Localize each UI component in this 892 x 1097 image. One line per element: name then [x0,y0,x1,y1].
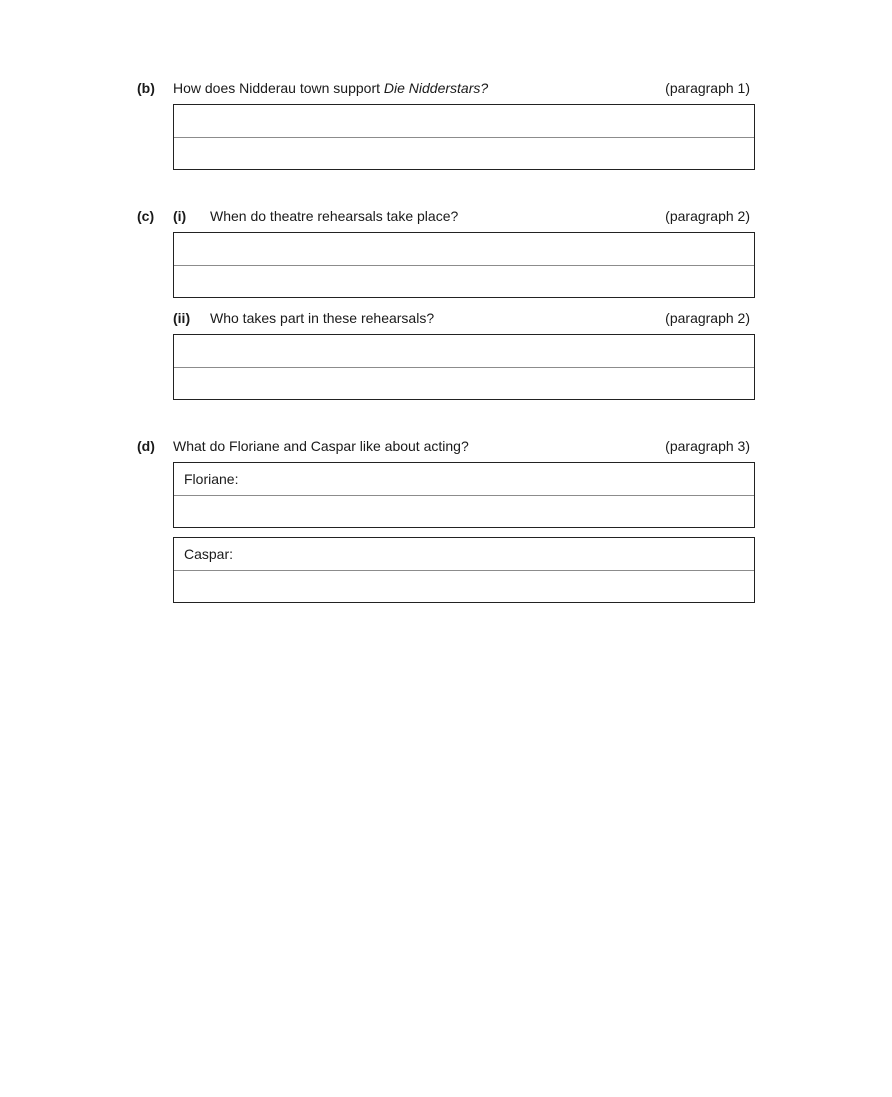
question-b-letter: (b) [137,80,155,96]
question-d-text: What do Floriane and Caspar like about acting? [173,438,469,454]
question-c-i [0,206,892,226]
question-b [0,78,892,98]
question-c-ii [0,308,892,328]
floriane-label: Floriane: [184,471,239,487]
question-c-ii-roman: (ii) [173,310,191,326]
answer-line[interactable] [174,138,754,169]
answer-line[interactable] [174,571,754,602]
answer-line[interactable] [174,463,754,496]
question-b-text [173,78,488,98]
question-b-text-plain: How does Nidderau town support [173,80,384,96]
question-b-reference: (paragraph 1) [665,80,750,96]
answer-line[interactable] [174,233,754,266]
question-c-ii-reference: (paragraph 2) [665,310,750,326]
answer-box-c-i[interactable] [173,232,755,298]
answer-box-c-ii[interactable] [173,334,755,400]
answer-line[interactable] [174,266,754,297]
question-d [0,436,892,456]
caspar-label: Caspar: [184,546,234,562]
answer-box-b[interactable] [173,104,755,170]
answer-line[interactable] [174,335,754,368]
question-c-i-reference: (paragraph 2) [665,208,750,224]
question-b-text-italic: Die Nidderstars? [383,80,489,96]
question-d-reference: (paragraph 3) [665,438,750,454]
answer-line[interactable] [174,496,754,527]
question-c-letter: (c) [137,208,155,224]
answer-line[interactable] [174,538,754,571]
question-c-i-text: When do theatre rehearsals take place? [210,208,459,224]
question-d-letter: (d) [137,438,155,454]
answer-box-d-floriane[interactable] [173,462,755,528]
answer-box-d-caspar[interactable] [173,537,755,603]
answer-line[interactable] [174,105,754,138]
question-c-i-roman: (i) [173,208,187,224]
question-c-ii-text: Who takes part in these rehearsals? [210,310,435,326]
answer-line[interactable] [174,368,754,399]
